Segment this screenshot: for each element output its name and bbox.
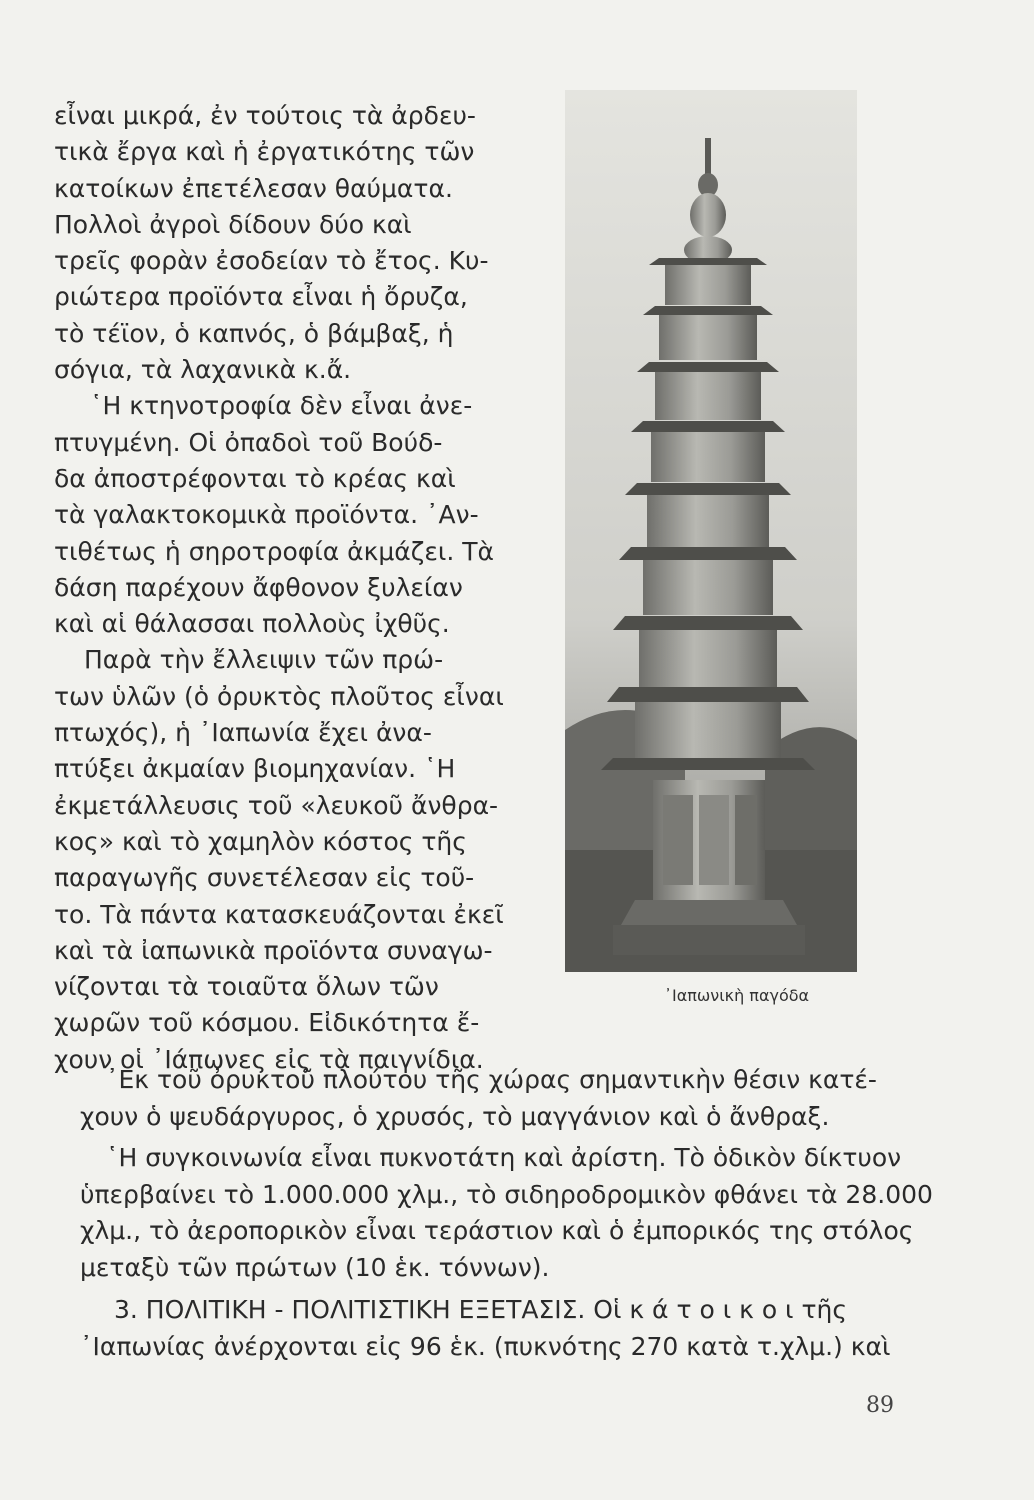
text-line: ᾿Εκ τοῦ ὀρυκτοῦ πλούτου τῆς χώρας σημαντικὴν θέσιν κατέ- <box>106 1065 877 1094</box>
text-line: δα ἀποστρέφονται τὸ κρέας καὶ <box>54 463 456 493</box>
pagoda-photo <box>565 90 857 972</box>
paragraph-livestock <box>54 388 494 642</box>
paragraph-agriculture <box>54 98 494 388</box>
text-line: χουν οἱ ᾿Ιάπωνες εἰς τὰ παιγνίδια. <box>54 1044 484 1074</box>
text-line: ριώτερα προϊόντα εἶναι ἡ ὄρυζα, <box>54 282 468 312</box>
text-line: δάση παρέχουν ἄφθονον ξυλείαν <box>54 572 463 602</box>
text-line: σόγια, τὰ λαχανικὰ κ.ἄ. <box>54 355 352 385</box>
text-line: το. Τὰ πάντα κατασκευάζονται ἐκεῖ <box>54 899 504 929</box>
text-line: εἶναι μικρά, ἐν τούτοις τὰ ἀρδευ- <box>54 101 476 130</box>
text-line: χουν ὁ ψευδάργυρος, ὁ χρυσός, τὸ μαγγάνιον καὶ ὁ ἄνθραξ. <box>80 1101 830 1131</box>
text-line: ῾Η συγκοινωνία εἶναι πυκνοτάτη καὶ ἀρίστη. Τὸ ὁδικὸν δίκτυον <box>106 1143 902 1172</box>
section-heading-line: 3. ΠΟΛΙΤΙΚΗ - ΠΟΛΙΤΙΣΤΙΚΗ ΕΞΕΤΑΣΙΣ. Οἱ κ ά τ ο ι κ ο ι τῆς <box>114 1295 848 1324</box>
text-line: κος» καὶ τὸ χαμηλὸν κόστος τῆς <box>54 826 467 856</box>
page-number: 89 <box>866 1393 894 1418</box>
text-line: κατοίκων ἐπετέλεσαν θαύματα. <box>54 173 453 203</box>
paragraph-political <box>80 1292 905 1365</box>
pagoda-illustration <box>565 90 857 972</box>
text-line: Παρὰ τὴν ἔλλειψιν τῶν πρώ- <box>84 645 444 675</box>
left-column-text <box>54 98 504 1078</box>
text-line: πτύξει ἀκμαίαν βιομηχανίαν. ῾Η <box>54 754 456 784</box>
text-line: καὶ αἱ θάλασσαι πολλοὺς ἰχθῦς. <box>54 609 450 639</box>
text-line: καὶ τὰ ἰαπωνικὰ προϊόντα συναγω- <box>54 935 493 965</box>
text-line: τὰ γαλακτοκομικὰ προϊόντα. ᾿Αν- <box>54 500 479 530</box>
paragraph-transport <box>80 1140 933 1286</box>
text-line: νίζονται τὰ τοιαῦτα ὅλων τῶν <box>54 972 439 1002</box>
text-line: ᾿Ιαπωνίας ἀνέρχονται εἰς 96 ἑκ. (πυκνότης 270 κατὰ τ.χλμ.) καὶ <box>80 1331 891 1361</box>
paragraph-industry <box>54 642 504 1078</box>
paragraph-minerals <box>80 1062 905 1135</box>
text-line: πτυγμένη. Οἱ ὀπαδοὶ τοῦ Βούδ- <box>54 427 443 457</box>
text-line: τικὰ ἔργα καὶ ἡ ἐργατικότης τῶν <box>54 137 475 167</box>
text-line: ῾Η κτηνοτροφία δὲν εἶναι ἀνε- <box>90 391 473 421</box>
text-line: ὑπερβαίνει τὸ 1.000.000 χλμ., τὸ σιδηροδρομικὸν φθάνει τὰ 28.000 <box>80 1179 933 1209</box>
text-line: τρεῖς φορὰν ἐσοδείαν τὸ ἔτος. Κυ- <box>54 246 489 276</box>
photo-caption: ᾿Ιαπωνικὴ παγόδα <box>664 986 810 1005</box>
text-line: χωρῶν τοῦ κόσμου. Εἰδικότητα ἔ- <box>54 1008 480 1038</box>
text-line: των ὑλῶν (ὁ ὀρυκτὸς πλοῦτος εἶναι <box>54 681 504 711</box>
text-line: παραγωγῆς συνετέλεσαν εἰς τοῦ- <box>54 863 475 893</box>
text-line: Πολλοὶ ἀγροὶ δίδουν δύο καὶ <box>54 209 412 239</box>
text-line: χλμ., τὸ ἀεροπορικὸν εἶναι τεράστιον καὶ ὁ ἐμπορικός της στόλος <box>80 1216 914 1245</box>
text-line: μεταξὺ τῶν πρώτων (10 ἑκ. τόννων). <box>80 1252 550 1282</box>
text-line: τιθέτως ἡ σηροτροφία ἀκμάζει. Τὰ <box>54 536 494 566</box>
text-line: πτωχός), ἡ ᾿Ιαπωνία ἔχει ἀνα- <box>54 718 432 748</box>
text-line: τὸ τέϊον, ὁ καπνός, ὁ βάμβαξ, ἡ <box>54 318 454 348</box>
text-line: ἐκμετάλλευσις τοῦ «λευκοῦ ἄνθρα- <box>54 790 499 820</box>
